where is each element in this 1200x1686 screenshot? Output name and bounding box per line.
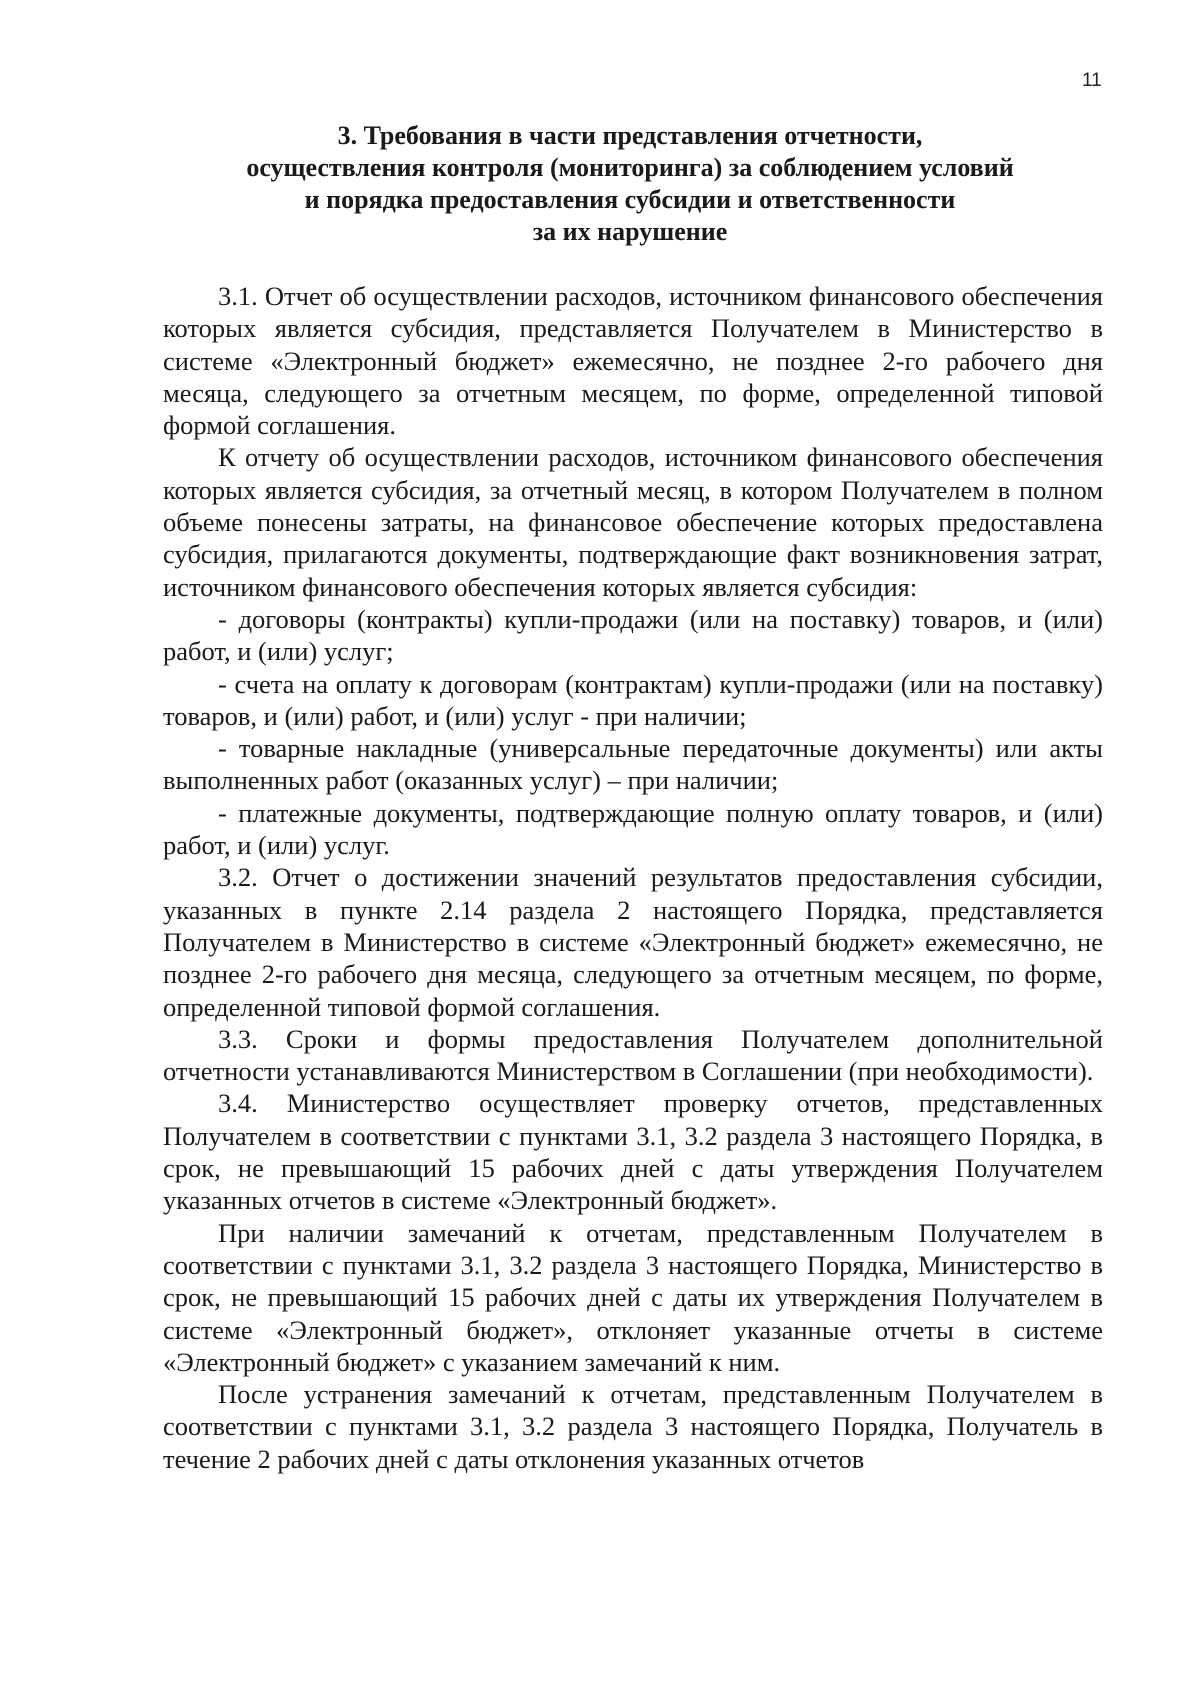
paragraph-after-remarks: После устранения замечаний к отчетам, представленным Получателем в соответствии с пунктами 3.1, 3.2 раздела 3 настоящего Порядка, Получатель в течение 2 рабочих дней с даты отклонения указанных отчетов xyxy=(163,1379,1103,1474)
paragraph-remarks: При наличии замечаний к отчетам, представленным Получателем в соответствии с пунктами 3.1, 3.2 раздела 3 настоящего Порядка, Министерство в срок, не превышающий 15 рабочих дней с даты их утверждения Получателем в системе «Электронный бюджет», отклоняет указанные отчеты в системе «Электронный бюджет» с указанием замечаний к ним. xyxy=(163,1217,1103,1377)
heading-line: 3. Требования в части представления отчетности, xyxy=(337,121,923,150)
section-heading xyxy=(160,120,1100,248)
heading-line: за их нарушение xyxy=(532,217,728,246)
list-item-invoices: - счета на оплату к договорам (контрактам) купли-продажи (или на поставку) товаров, и (или) работ, и (или) услуг - при наличии; xyxy=(163,668,1103,731)
document-body xyxy=(163,280,1103,1475)
paragraph-3-2: 3.2. Отчет о достижении значений результатов предоставления субсидии, указанных в пункте 2.14 раздела 2 настоящего Порядка, представляется Получателем в Министерство в системе «Электронный бюджет» ежемесячно, не позднее 2-го рабочего дня месяца, следующего за отчетным месяцем, по форме, определенной типовой формой соглашения. xyxy=(163,862,1103,1022)
paragraph-3-4: 3.4. Министерство осуществляет проверку отчетов, представленных Получателем в соответствии с пунктами 3.1, 3.2 раздела 3 настоящего Порядка, в срок, не превышающий 15 рабочих дней с даты утверждения Получателем указанных отчетов в системе «Электронный бюджет». xyxy=(163,1088,1103,1216)
paragraph-3-3: 3.3. Сроки и формы предоставления Получателем дополнительной отчетности устанавливаются Министерством в Соглашении (при необходимости). xyxy=(163,1023,1103,1087)
page-number: 11 xyxy=(1082,70,1102,91)
list-item-payment-docs: - платежные документы, подтверждающие полную оплату товаров, и (или) работ, и (или) услуг. xyxy=(163,797,1103,861)
paragraph-3-1: 3.1. Отчет об осуществлении расходов, источником финансового обеспечения которых является субсидия, представляется Получателем в Министерство в системе «Электронный бюджет» ежемесячно, не позднее 2-го рабочего дня месяца, следующего за отчетным месяцем, по форме, определенной типовой формой соглашения. xyxy=(163,281,1103,441)
paragraph-attachments: К отчету об осуществлении расходов, источником финансового обеспечения которых является субсидия, за отчетный месяц, в котором Получателем в полном объеме понесены затраты, на финансовое обеспечение которых предоставлена субсидия, прилагаются документы, подтверждающие факт возникновения затрат, источником финансового обеспечения которых является субсидия: xyxy=(163,442,1103,602)
heading-line: осуществления контроля (мониторинга) за соблюдением условий xyxy=(246,153,1014,182)
heading-line: и порядка предоставления субсидии и ответственности xyxy=(304,185,956,214)
list-item-contracts: - договоры (контракты) купли-продажи (или на поставку) товаров, и (или) работ, и (или) услуг; xyxy=(163,603,1103,667)
list-item-waybills: - товарные накладные (универсальные передаточные документы) или акты выполненных работ (оказанных услуг) – при наличии; xyxy=(163,733,1103,796)
